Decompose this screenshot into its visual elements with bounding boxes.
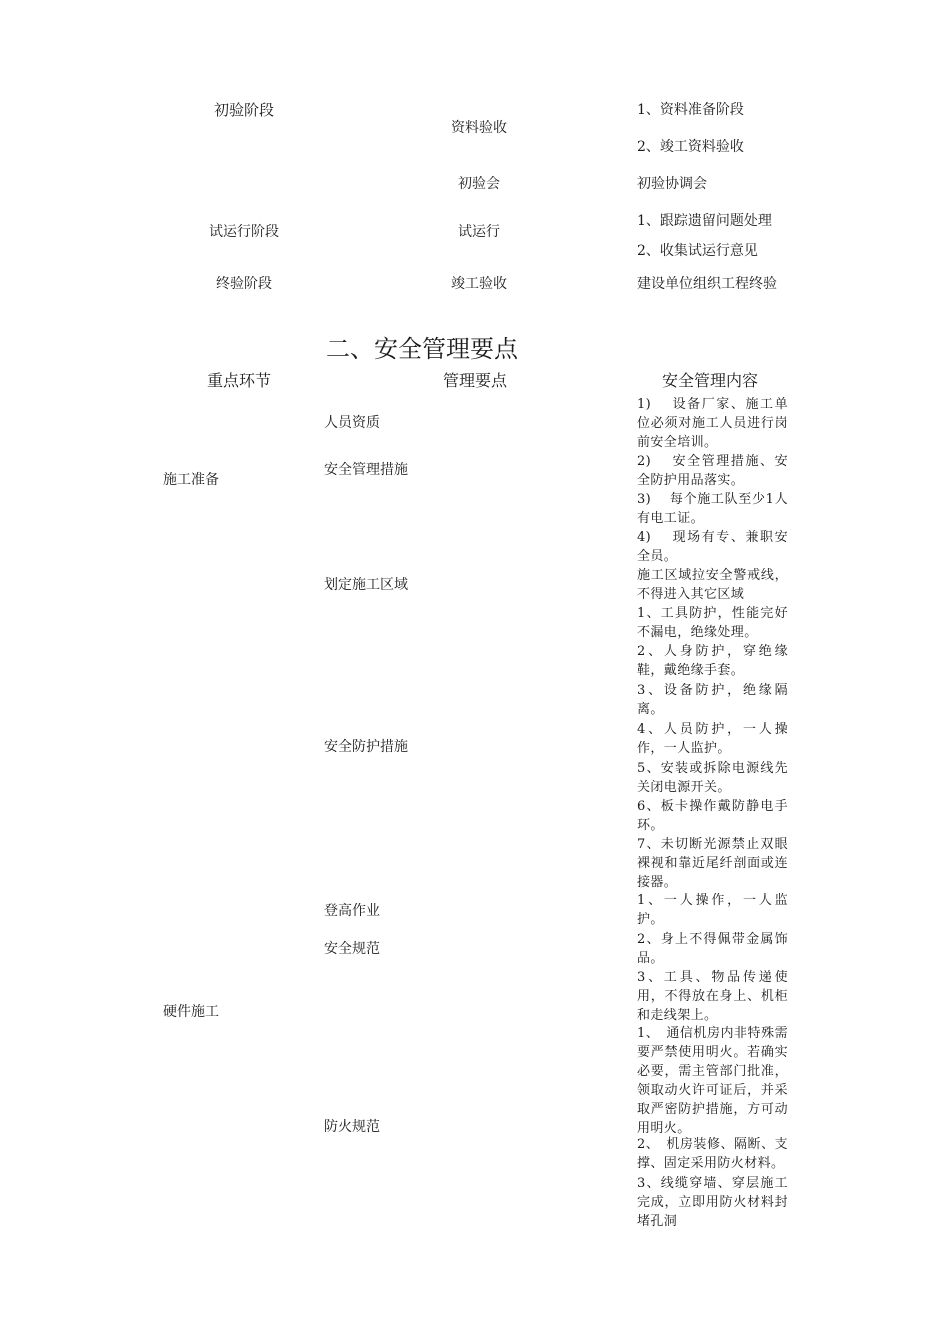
point-safety-measures: 安全管理措施 bbox=[324, 462, 408, 478]
point-safety-rules: 安全规范 bbox=[324, 941, 380, 957]
content-item: 6、板卡操作戴防静电手环。 bbox=[637, 799, 788, 833]
phase-construction-prep: 施工准备 bbox=[163, 472, 219, 488]
collect-feedback-step: 2、收集试运行意见 bbox=[637, 243, 758, 259]
trial-run: 试运行 bbox=[458, 224, 500, 240]
point-work-at-height: 登高作业 bbox=[324, 903, 380, 919]
content-item: 2) 安全管理措施、安全防护用品落实。 bbox=[637, 454, 788, 488]
content-item: 施工区域拉安全警戒线，不得进入其它区域 bbox=[637, 568, 788, 602]
content-item: 3、线缆穿墙、穿层施工完成，立即用防火材料封堵孔洞 bbox=[637, 1176, 788, 1229]
header-management-points: 管理要点 bbox=[443, 371, 508, 390]
document-completion-step: 2、竣工资料验收 bbox=[637, 139, 744, 155]
final-acceptance-by-owner: 建设单位组织工程终验 bbox=[637, 276, 777, 292]
content-item: 2、 机房装修、隔断、支撑、固定采用防火材料。 bbox=[637, 1137, 788, 1171]
point-work-zone: 划定施工区域 bbox=[324, 577, 408, 593]
completion-acceptance: 竣工验收 bbox=[451, 276, 507, 292]
content-item: 4) 现场有专、兼职安全员。 bbox=[637, 530, 788, 564]
content-item: 3) 每个施工队至少1人有电工证。 bbox=[637, 492, 788, 526]
header-key-link: 重点环节 bbox=[207, 371, 272, 390]
content-item: 1、工具防护，性能完好不漏电，绝缘处理。 bbox=[637, 606, 788, 640]
content-item: 3、设备防护，绝缘隔离。 bbox=[637, 683, 788, 717]
content-item: 7、未切断光源禁止双眼裸视和靠近尾纤剖面或连接器。 bbox=[637, 837, 788, 890]
point-protection-measures: 安全防护措施 bbox=[324, 739, 408, 755]
document-prep-step: 1、资料准备阶段 bbox=[637, 102, 744, 118]
content-item: 2、人身防护，穿绝缘鞋，戴绝缘手套。 bbox=[637, 644, 788, 678]
initial-meeting: 初验会 bbox=[458, 176, 500, 192]
stage-final-acceptance: 终验阶段 bbox=[216, 276, 272, 292]
stage-initial-acceptance: 初验阶段 bbox=[213, 101, 274, 119]
content-item: 1) 设备厂家、施工单位必须对施工人员进行岗前安全培训。 bbox=[637, 397, 788, 450]
content-item: 4、人员防护，一人操作，一人监护。 bbox=[637, 722, 788, 756]
section-title: 二、安全管理要点 bbox=[326, 335, 518, 363]
phase-hardware-construction: 硬件施工 bbox=[163, 1004, 219, 1020]
stage-trial-run: 试运行阶段 bbox=[209, 224, 279, 240]
content-item: 3、工具、物品传递使用，不得放在身上、机柜和走线架上。 bbox=[637, 970, 788, 1023]
point-personnel-qualification: 人员资质 bbox=[324, 415, 380, 431]
track-issues-step: 1、跟踪遗留问题处理 bbox=[637, 213, 772, 229]
point-fire-rules: 防火规范 bbox=[324, 1119, 380, 1135]
content-item: 1、一人操作，一人监护。 bbox=[637, 893, 788, 927]
content-item: 1、 通信机房内非特殊需要严禁使用明火。若确实必要，需主管部门批准，领取动火许可证后，并采取严密防护措施，方可动用明火。 bbox=[637, 1026, 788, 1136]
content-item: 2、身上不得佩带金属饰品。 bbox=[637, 932, 788, 966]
content-item: 5、安装或拆除电源线先关闭电源开关。 bbox=[637, 761, 788, 795]
document-acceptance: 资料验收 bbox=[451, 120, 507, 136]
header-safety-content: 安全管理内容 bbox=[662, 371, 759, 390]
initial-coordination-meeting: 初验协调会 bbox=[637, 176, 707, 192]
